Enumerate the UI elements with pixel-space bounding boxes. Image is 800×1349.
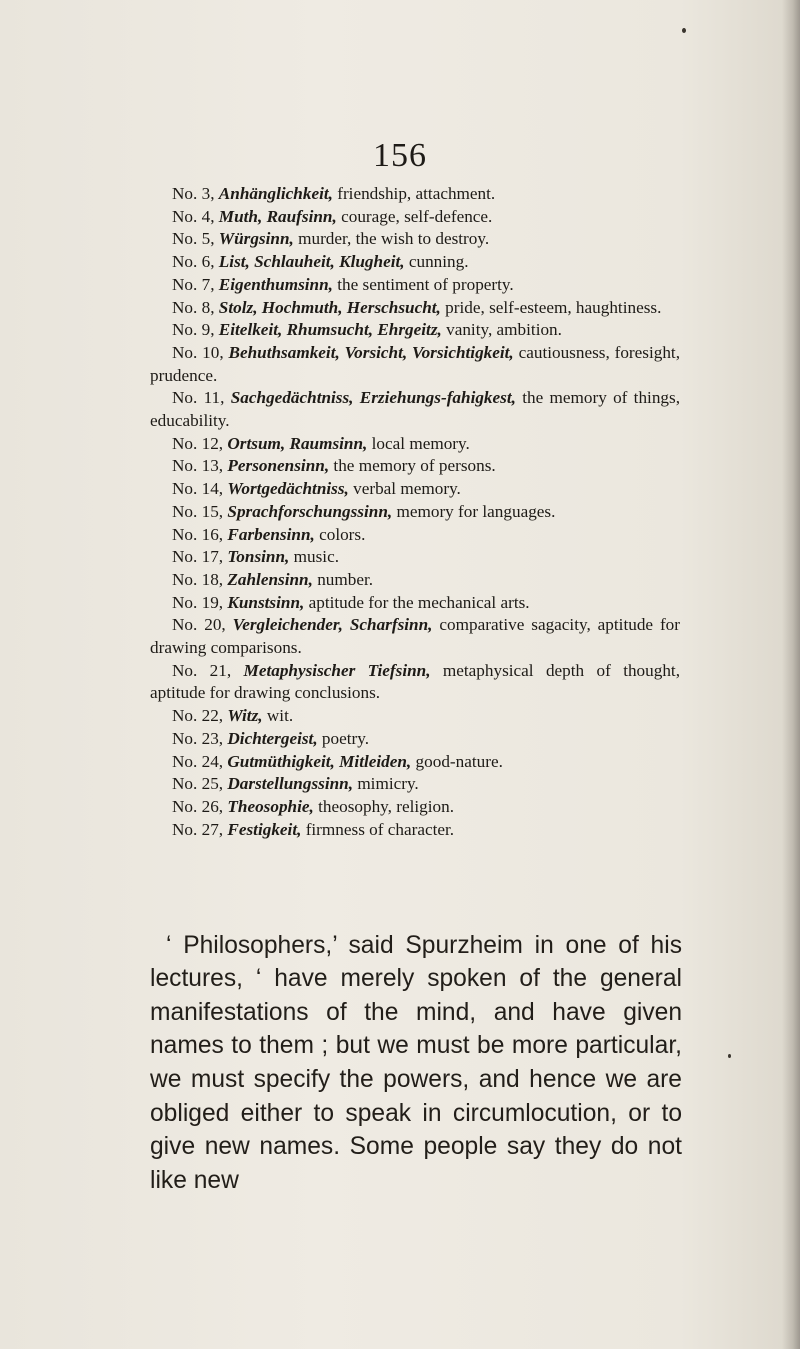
- entry-term: Vergleichender, Scharfsinn,: [232, 615, 433, 635]
- body-paragraph: ‘ Philosophers,’ said Spurzheim in one of his lectures, ‘ have merely spoken of the general manifestations of the mind, and have given names to them ; but we must be more particular, we must specify the powers, and hence we are obliged either to speak in circumlocution, or to give new names. Some people say they do not like new: [150, 931, 682, 1194]
- list-item: [150, 183, 680, 206]
- entry-term: Theosophie,: [227, 796, 314, 816]
- list-item: [150, 501, 680, 524]
- list-item: [150, 728, 680, 751]
- entry-description: memory for languages.: [396, 501, 556, 521]
- list-item: [150, 614, 680, 659]
- list-item: [150, 478, 680, 501]
- entry-number: No. 5,: [172, 229, 215, 249]
- entry-description: mimicry.: [357, 774, 419, 794]
- entry-number: No. 19,: [172, 592, 224, 612]
- list-item: [150, 206, 680, 229]
- entry-description: firmness of character.: [305, 819, 455, 839]
- entry-term: Metaphysischer Tiefsinn,: [243, 660, 431, 680]
- entry-number: No. 20,: [172, 615, 226, 635]
- entry-number: No. 8,: [172, 297, 215, 317]
- entry-number: No. 18,: [172, 569, 224, 589]
- page-number: 156: [373, 137, 427, 174]
- entry-description: aptitude for the mechanical arts.: [308, 592, 530, 612]
- entry-description: pride, self-esteem, haughtiness.: [445, 297, 662, 317]
- page-edge-shadow: [782, 0, 800, 1349]
- entry-description: cunning.: [408, 252, 469, 272]
- list-item: [150, 297, 680, 320]
- entry-description: the sentiment of property.: [337, 274, 514, 294]
- entry-number: No. 21,: [172, 660, 232, 680]
- list-item: [150, 705, 680, 728]
- entry-term: Darstellungssinn,: [227, 774, 354, 794]
- entry-number: No. 11,: [172, 388, 225, 408]
- list-item: [150, 796, 680, 819]
- entry-number: No. 25,: [172, 774, 224, 794]
- list-item: [150, 546, 680, 569]
- entry-number: No. 24,: [172, 751, 224, 771]
- entry-description: the memory of persons.: [333, 456, 496, 476]
- list-item: [150, 387, 680, 432]
- entry-number: No. 27,: [172, 819, 224, 839]
- list-item: [150, 660, 680, 705]
- entry-term: Eitelkeit, Rhumsucht, Ehrgeitz,: [218, 320, 442, 340]
- entry-number: No. 13,: [172, 456, 224, 476]
- list-item: [150, 751, 680, 774]
- list-item: [150, 433, 680, 456]
- entry-description: courage, self-defence.: [341, 206, 493, 226]
- entry-description: cautiousness, foresight, prudence.: [150, 342, 681, 385]
- list-item: [150, 319, 680, 342]
- entry-term: Zahlensinn,: [227, 569, 313, 589]
- entry-description: verbal memory.: [353, 479, 461, 499]
- entry-term: Sprachforschungssinn,: [227, 501, 393, 521]
- entry-number: No. 22,: [172, 706, 224, 726]
- entry-number: No. 3,: [172, 184, 215, 203]
- paper-speck: [682, 28, 686, 33]
- entry-term: List, Schlauheit, Klugheit,: [218, 252, 405, 272]
- entry-description: poetry.: [321, 728, 370, 748]
- entry-description: local memory.: [371, 433, 470, 453]
- entry-number: No. 12,: [172, 433, 224, 453]
- entry-description: colors.: [319, 524, 366, 544]
- entry-number: No. 17,: [172, 547, 224, 567]
- list-item: [150, 569, 680, 592]
- list-item: [150, 274, 680, 297]
- faculty-list: [150, 183, 680, 841]
- entry-term: Behuthsamkeit, Vorsicht, Vorsichtigkeit,: [228, 342, 514, 362]
- entry-term: Dichtergeist,: [227, 728, 318, 748]
- entry-term: Gutmüthigkeit, Mitleiden,: [227, 751, 412, 771]
- entry-term: Festigkeit,: [227, 819, 302, 839]
- list-item: [150, 592, 680, 615]
- entry-term: Eigenthumsinn,: [218, 274, 333, 294]
- entry-term: Farbensinn,: [227, 524, 315, 544]
- entry-description: music.: [293, 547, 339, 567]
- entry-number: No. 23,: [172, 728, 224, 748]
- entry-description: vanity, ambition.: [446, 320, 562, 340]
- entry-description: theosophy, religion.: [318, 796, 454, 816]
- paper-speck: [728, 1054, 731, 1058]
- entry-term: Anhänglichkeit,: [218, 184, 333, 203]
- list-item: [150, 251, 680, 274]
- entry-description: the memory of things, educability.: [150, 388, 680, 431]
- entry-number: No. 9,: [172, 320, 215, 340]
- entry-number: No. 14,: [172, 479, 224, 499]
- entry-description: number.: [317, 569, 374, 589]
- entry-term: Muth, Raufsinn,: [218, 206, 337, 226]
- entry-description: murder, the wish to destroy.: [298, 229, 490, 249]
- entry-description: friendship, attachment.: [337, 184, 496, 203]
- entry-term: Ortsum, Raumsinn,: [227, 433, 368, 453]
- entry-description: wit.: [266, 706, 294, 726]
- entry-term: Personensinn,: [227, 456, 330, 476]
- entry-term: Tonsinn,: [227, 547, 290, 567]
- entry-number: No. 4,: [172, 206, 215, 226]
- list-item: [150, 819, 680, 842]
- entry-description: metaphysical depth of thought, aptitude for drawing conclusions.: [150, 660, 681, 703]
- entry-term: Kunstsinn,: [227, 592, 305, 612]
- entry-description: comparative sagacity, aptitude for drawing comparisons.: [150, 615, 681, 658]
- entry-number: No. 26,: [172, 796, 224, 816]
- entry-term: Würgsinn,: [218, 229, 294, 249]
- entry-number: No. 7,: [172, 274, 215, 294]
- entry-number: No. 16,: [172, 524, 224, 544]
- entry-number: No. 10,: [172, 342, 224, 362]
- list-item: [150, 773, 680, 796]
- entry-term: Wortgedächtniss,: [227, 479, 349, 499]
- list-item: [150, 455, 680, 478]
- entry-term: Stolz, Hochmuth, Herschsucht,: [218, 297, 441, 317]
- list-item: [150, 228, 680, 251]
- list-item: [150, 342, 680, 387]
- entry-number: No. 15,: [172, 501, 224, 521]
- list-item: [150, 524, 680, 547]
- entry-term: Witz,: [227, 706, 263, 726]
- entry-term: Sachgedächtniss, Erziehungs-fahigkest,: [230, 388, 516, 408]
- entry-number: No. 6,: [172, 252, 215, 272]
- entry-description: good-nature.: [415, 751, 503, 771]
